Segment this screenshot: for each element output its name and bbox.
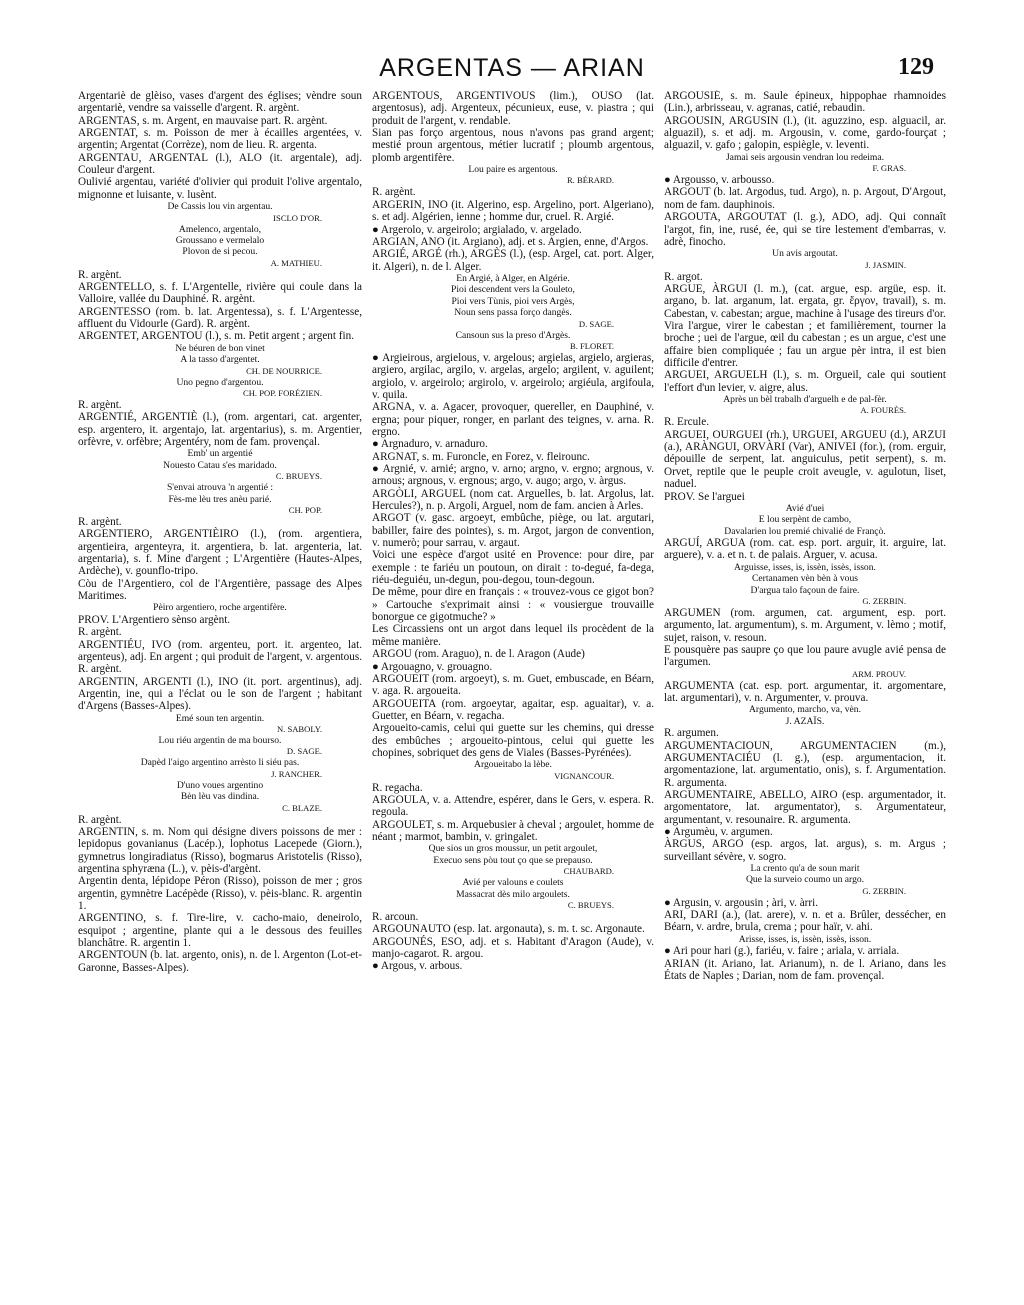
dictionary-entry: ARGOULET, s. m. Arquebusier à cheval ; argoulet, homme de néant ; marmot, bambin, v. gringalet.	[372, 818, 654, 844]
dictionary-entry: ● Argnaduro, v. arnaduro.	[372, 438, 488, 451]
citation-source: N. SABOLY.	[276, 723, 322, 734]
citation-source: B. FLORET.	[569, 340, 614, 351]
dictionary-entry: ARGOUNÉS, ESO, adj. et s. Habitant d'Aragon (Aude), v. manjo-cagarot. R. argou.	[372, 935, 654, 961]
citation-source: CH. POP.	[288, 505, 322, 515]
citation-line: Cansoun sus la preso d'Argès.	[455, 329, 571, 341]
dictionary-entry: Vira l'argue, virer le cabestan ; et familièrement, tourner la broche ; uei de l'argue, œil du cabestan ; es un argue, c'est une affaire bien compliquée ; fau un argue pèr intra, il est bien difficile d'entrer.	[664, 319, 946, 369]
dictionary-entry: R. argot.	[664, 270, 703, 283]
dictionary-entry: ARGENTIERO, ARGENTIÈIRO (l.), (rom. argentiera, argentieira, argenteyra, it. argentiera, b. lat. argenteria, lat. argentaria), s. f. Mine d'argent ; L'Argentière (Hautes-Alpes, Ardèche), v. gounflo-tripo.	[78, 528, 362, 578]
citation-line: Massacrat dès milo argoulets.	[456, 888, 570, 900]
dictionary-entry: ARGOUEITA (rom. argoeytar, agaitar, esp. aguaitar), v. a. Guetter, en Béarn, v. regacha.	[372, 697, 654, 722]
citation-source: J. RANCHER.	[271, 768, 322, 779]
dictionary-entry: Argentin denta, lépidope Péron (Risso), poisson de mer ; gros argentin, gymnètre Lacépède (Risso), v. pèis-blanc. R. argentin 1.	[78, 875, 362, 912]
citation-line: Amelenco, argentalo,	[178, 223, 262, 235]
dictionary-entry: ARGIÉ, ARGÉ (rh.), ARGÈS (l.), (esp. Argel, cat. port. Alger, it. Algeri), n. de l. Alger.	[372, 248, 654, 273]
dictionary-entry: R. argènt.	[78, 626, 122, 639]
citation-source: G. ZERBIN.	[862, 595, 906, 606]
dictionary-entry: E pousquère pas saupre ço que lou paure avugle avié pensa de l'argumen.	[664, 644, 946, 669]
dictionary-entry: ARGENTAT, s. m. Poisson de mer à écailles argentées, v. argentin; Argentat (Corrèze), nom de lieu. R. argenta.	[78, 127, 362, 152]
dictionary-entry: ARGENTOUS, ARGENTIVOUS (lim.), OUSO (lat. argentosus), adj. Argenteux, pécunieux, euse, v. piastra ; qui produit de l'argent, v. rendable.	[372, 90, 654, 127]
citation-line: D'uno voues argentino	[176, 779, 264, 791]
citation-line: Argoueitabo la lèbe.	[474, 759, 552, 771]
citation-line: Groussano e vermelalo	[175, 234, 265, 246]
dictionary-entry: ARGUEI, OURGUEI (rh.), URGUEI, ARGUEU (d.), ARZUI (a.), ARÀNGUI, ORVÀRI (Var), ANIVEI (for.), (rom. erguir, dépouille de serpent, lat. anguiculus, petit serpent), s. m. Orvet, reptile que le peuple croit aveugle, v. agulotun, liset, naduel.	[664, 428, 946, 491]
citation-line: Noun sens passa forço dangès.	[454, 307, 572, 319]
dictionary-entry: ● Ari pour hari (g.), fariéu, v. faire ; ariala, v. arriala.	[664, 945, 900, 958]
citation-line: En Argié, à Alger, en Algérie.	[456, 272, 570, 284]
dictionary-entry: Voici une espèce d'argot usité en Provence: pour dire, par exemple : te fariéu un poutoun, on dirait : to-degué, fa-dega, riéu-deguiéu, un-degun, pou-degou, toun-degoun.	[372, 549, 654, 587]
column-right	[664, 90, 946, 1283]
dictionary-entry: ARGENTELLO, s. f. L'Argentelle, rivière qui coule dans la Valloire, vallée du Dauphiné. R. argènt.	[78, 281, 362, 306]
dictionary-entry: ARI, DARI (a.), (lat. arere), v. n. et a. Brûler, dessécher, en Béarn, v. ardre, brula, crema ; pour haïr, v. ahi.	[664, 909, 946, 934]
dictionary-entry: De même, pour dire en français : « trouvez-vous ce gigot bon? » Cartouche s'exprimait ainsi : « vousiergue trouvaille bonorgue ce gigotmuche? »	[372, 586, 654, 624]
dictionary-entry: ARGOUEIT (rom. argoeyt), s. m. Guet, embuscade, en Béarn, v. aga. R. argoueita.	[372, 672, 654, 698]
dictionary-entry: ARGENTOUN (b. lat. argento, onis), n. de l. Argenton (Lot-et-Garonne, Basses-Alpes).	[78, 949, 362, 974]
citation-line: Ne béuren de bon vinet	[175, 342, 265, 354]
dictionary-entry: ARGENTINO, s. f. Tire-lire, v. cacho-maio, deneirolo, esquipot ; argentine, plante qui a le dessous des feuilles blanchâtre. R. argentin 1.	[78, 912, 362, 950]
dictionary-entry: R. regacha.	[372, 781, 423, 794]
dictionary-entry: R. argènt.	[372, 186, 416, 199]
dictionary-entry: ARGENTESSO (rom. b. lat. Argentessa), s. f. L'Argentesse, affluent du Vidourle (Gard). R. argènt.	[78, 305, 362, 331]
citation-line: A la tasso d'argentet.	[180, 354, 260, 366]
dictionary-entry: Argoueito-camis, celui qui guette sur les chemins, qui dresse des embûches ; argoueito-pintous, celui qui guette les chopines, sobriquet des gens de Viales (Basses-Pyrénées).	[372, 722, 654, 759]
citation-source: F. GRAS.	[872, 163, 906, 174]
dictionary-entry: ARIAN (it. Ariano, lat. Arianum), n. de l. Ariano, dans les États de Naples ; Darian, nom de fam. provençal.	[664, 957, 946, 982]
dictionary-entry: ARGENTAS, s. m. Argent, en mauvaise part. R. argènt.	[78, 114, 328, 127]
dictionary-entry: ● Argumèu, v. argumen.	[664, 825, 773, 838]
citation-line: Emb' un argentié	[187, 448, 253, 460]
dictionary-entry: ARGENTIN, s. m. Nom qui désigne divers poissons de mer : lepidopus govanianus (Lacép.), lophotus Lacepede (Giorn.), gymnetrus longiradiatus (Risso), bogmarus Aristotelis (Risso), argentina sphyræna (L.), v. pèis-d'argènt.	[78, 825, 362, 875]
citation-source: ARM. PROUV.	[851, 668, 906, 679]
dictionary-entry: ARGENTAU, ARGENTAL (l.), ALO (it. argentale), adj. Couleur d'argent.	[78, 151, 362, 177]
citation-source: A. MATHIEU.	[270, 257, 322, 268]
dictionary-entry: ARGUMENTAIRE, ABELLO, AIRO (esp. argumentador, it. argomentatore, lat. argumentator), s. Argumentateur, argumentant, v. resounaire. R. argumenta.	[664, 788, 946, 826]
citation-line: J. AZAÏS.	[785, 715, 825, 727]
page-number: 129	[898, 54, 934, 80]
citation-line: Après un bèl trabalh d'arguelh e de pal-fèr.	[723, 394, 887, 406]
dictionary-entry: ARGNAT, s. m. Furoncle, en Forez, v. fleirounc.	[372, 450, 590, 463]
citation-line: E lou serpènt de cambo,	[758, 514, 852, 526]
dictionary-entry: ÀRGUS, ARGO (esp. argos, lat. argus), s. m. Argus ; surveillant sévère, v. sogro.	[664, 838, 946, 863]
citation-line: Emé soun ten argentin.	[175, 712, 265, 724]
running-title: ARGENTAS — ARIAN	[379, 54, 645, 82]
citation-source: CH. POP. FORÉZIEN.	[242, 388, 322, 398]
dictionary-entry: ARGENTIÉU, IVO (rom. argenteu, port. it. argenteo, lat. argenteus), adj. En argent ; qui produit de l'argent, v. argentous. R. argènt.	[78, 638, 362, 676]
dictionary-entry: R. argènt.	[78, 268, 122, 281]
citation-source: CHAUBARD.	[563, 866, 614, 877]
citation-line: Fès-me lèu tres anèu parié.	[168, 493, 272, 505]
citation-line: La crento qu'a de soun marit	[750, 862, 860, 874]
citation-line: Plovon de si pecou.	[182, 246, 258, 258]
citation-line: Pioi vers Tùnis, pioi vers Argès,	[451, 295, 575, 307]
citation-line: Pioi descendent vers la Gouleto,	[451, 284, 575, 296]
citation-source: CH. DE NOURRICE.	[246, 365, 322, 376]
citation-line: Dapèd l'aigo argentino arrèsto li siéu pas.	[140, 757, 300, 769]
dictionary-entry: Còu de l'Argentiero, col de l'Argentière, passage des Alpes Maritimes.	[78, 577, 362, 603]
dictionary-entry: R. arcoun.	[372, 911, 419, 923]
citation-line: Pèiro argentiero, roche argentifère.	[153, 602, 287, 614]
dictionary-entry: PROV. L'Argentiero sènso argènt.	[78, 613, 231, 626]
dictionary-entry: Oulivié argentau, variété d'olivier qui produit l'olive argentalo, mignonne et luisante, v. lusènt.	[78, 176, 362, 201]
citation-line: Execuo sens pòu tout ço que se prepauso.	[433, 854, 593, 866]
dictionary-entry: ARGENTET, ARGENTOU (l.), s. m. Petit argent ; argent fin.	[78, 330, 355, 343]
citation-line: Avié d'uei	[785, 502, 825, 514]
dictionary-entry: ● Argerolo, v. argeirolo; argialado, v. argelado.	[372, 223, 582, 236]
citation-source: C. BLAZE.	[282, 802, 322, 813]
dictionary-entry: ARGOUSIÉ, s. m. Saule épineux, hippophae rhamnoides (Lin.), arbrisseau, v. agranas, catié, rebaudin.	[664, 90, 946, 115]
dictionary-entry: ARGOULA, v. a. Attendre, espérer, dans le Gers, v. espera. R. regoula.	[372, 794, 654, 819]
dictionary-entry: ● Argousso, v. arbousso.	[664, 174, 775, 187]
citation-line: D'argua talo façoun de faire.	[750, 584, 860, 596]
dictionary-entry: ARGOUNAUTO (esp. lat. argonauta), s. m. t. sc. Argonaute.	[372, 923, 645, 936]
citation-source: VIGNANCOUR.	[554, 770, 614, 781]
citation-line: Un avis argoutat.	[772, 248, 838, 260]
citation-line: S'envai atrouva 'n argentié :	[166, 482, 274, 494]
dictionary-entry: ARGOU (rom. Araguo), n. de l. Aragon (Aude)	[372, 648, 585, 661]
citation-source: D. SAGE.	[286, 746, 322, 757]
citation-line: De Cassis lou vin argentau.	[167, 201, 273, 213]
dictionary-entry: ARGOUT (b. lat. Argodus, tud. Argo), n. p. Argout, D'Argout, nom de fam. dauphinois.	[664, 186, 946, 211]
dictionary-entry: ARGOT (v. gasc. argoeyt, embûche, piège, ou lat. argutari, babiller, faire des pointes), s. m. Argot, jargon de convention, v. numerò; pour sarrau, v. argaut.	[372, 512, 654, 550]
dictionary-entry: ARGIAN, ANO (it. Argiano), adj. et s. Argien, enne, d'Argos.	[372, 235, 649, 248]
dictionary-entry: ● Argnié, v. arnié; argno, v. arno; argno, v. ergno; argnous, v. arnous; argnous, v. ergnous; argo, v. augo; argo, v. àrgus.	[372, 463, 654, 488]
dictionary-entry: ● Argusin, v. argousin ; àri, v. àrri.	[664, 896, 819, 909]
citation-line: Bèn lèu vas dindina.	[180, 791, 260, 803]
dictionary-entry: Sian pas forço argentous, nous n'avons pas grand argent; mestié proun argentous, métier lucratif ; ploumb argentous, plomb argentifère.	[372, 127, 654, 164]
dictionary-entry: ARGERIN, INO (it. Algerino, esp. Argelino, port. Algeriano), s. et adj. Algérien, ienne ; homme dur, cruel. R. Argié.	[372, 198, 654, 224]
citation-source: C. BRUEYS.	[275, 471, 322, 482]
citation-line: Certanamen vèn bèn à vous	[751, 573, 859, 585]
citation-source: G. ZERBIN.	[862, 885, 906, 896]
dictionary-entry: R. Ercule.	[664, 416, 710, 429]
citation-source: C. BRUEYS.	[567, 900, 614, 910]
dictionary-entry: ARGOUTA, ARGOUTAT (l. g.), ADO, adj. Qui connaît l'argot, fin, ine, rusé, ée, qui se tire lestement d'embarras, v. adrè, finocho.	[664, 211, 946, 248]
dictionary-entry: Les Circassiens ont un argot dans lequel ils procèdent de la même manière.	[372, 623, 654, 648]
citation-line: Arguisse, isses, is, issèn, issès, isson.	[734, 561, 876, 573]
citation-source: R. BÉRARD.	[566, 175, 614, 186]
citation-line: Nouesto Catau s'es maridado.	[163, 459, 277, 471]
dictionary-entry: ARGUEI, ARGUELH (l.), s. m. Orgueil, cale qui soutient l'effort d'un levier, v. aigre, alus.	[664, 369, 946, 394]
dictionary-entry: R. argènt.	[78, 516, 122, 528]
dictionary-entry: R. argumen.	[664, 727, 719, 740]
citation-line: Jamai seis argousin vendran lou redeima.	[725, 151, 885, 163]
dictionary-entry: ARGENTIÉ, ARGENTIÈ (l.), (rom. argentari, cat. argenter, esp. argentero, it. argentajo, lat. argentarius), s. m. Argentier, orfèvre, v. orfèbre; Argentéry, nom de fam. provençal.	[78, 411, 362, 449]
dictionary-entry: ARGUMENTACIOUN, ARGUMENTACIEN (m.), ARGUMENTACIÉU (l. g.), (esp. argumentacion, it. argomentazione, lat. argumentatio, onis), s. f. Argumentation. R. argumenta.	[664, 739, 946, 789]
citation-line: Avié per valouns e coulets	[462, 877, 564, 889]
column-middle	[372, 90, 654, 1283]
dictionary-entry: R. argènt.	[78, 399, 122, 411]
citation-line: Argumento, marcho, va, vèn.	[749, 704, 861, 716]
dictionary-entry: PROV. Se l'arguei	[664, 490, 745, 503]
citation-line: Arisse, isses, is, issèn, issès, isson.	[738, 933, 872, 945]
citation-source: J. JASMIN.	[865, 259, 906, 270]
dictionary-entry: R. argènt.	[78, 813, 122, 826]
dictionary-entry: ● Argieirous, argielous, v. argelous; argielas, argielo, argieras, argiero, argilac, argilo, v. argelas, argelo; argilent, v. aguilent; argiolo, v. argeirolo; argirolo, v. argeirolo; argiéula, argifoula, v. quila.	[372, 351, 654, 401]
dictionary-entry: ● Argous, v. arbous.	[372, 960, 463, 973]
dictionary-entry: ARGOUSIN, ARGUSIN (l.), (it. aguzzino, esp. alguacil, ar. alguazil), s. et adj. m. Argousin, v. come, gardo-fourçat ; alguazil, v. gafo ; galopin, espiègle, v. leventi.	[664, 114, 946, 152]
dictionary-entry: ARGÒLI, ARGUEL (nom cat. Arguelles, b. lat. Argolus, lat. Hercules?), n. p. Argoli, Arguel, nom de fam. ancien à Arles.	[372, 487, 654, 513]
citation-line: Davalarien lou premié chivalié de Françò.	[724, 525, 886, 537]
citation-line: Lou riéu argentin de ma bourso.	[158, 734, 282, 746]
dictionary-entry: ● Argouagno, v. grouagno.	[372, 660, 493, 673]
citation-source: A. FOURÈS.	[860, 405, 906, 416]
citation-line: Lou paire es argentous.	[468, 164, 558, 176]
dictionary-entry: ARGUE, ÀRGUI (l. m.), (cat. argue, esp. argüe, esp. it. argano, b. lat. arganum, lat. ergata, gr. ἔργον, travail), s. m. Cabestan, v. cabestan; argue, machine à l'usage des tireurs d'or.	[664, 282, 946, 320]
dictionary-entry: Argentariè de glèiso, vases d'argent des églises; vèndre soun argentariè, vendre sa vaisselle d'argent. R. argènt.	[78, 90, 362, 115]
citation-line: Uno pegno d'argentou.	[176, 376, 264, 388]
citation-source: ISCLO D'OR.	[273, 212, 322, 223]
citation-source: D. SAGE.	[578, 318, 614, 329]
dictionary-entry: ARGUÍ, ARGUA (rom. cat. esp. port. arguir, it. arguire, lat. arguere), v. a. et n. t. de palais. Arguer, v. acusa.	[664, 537, 946, 562]
citation-line: Que la surveio coumo un argo.	[745, 874, 865, 886]
citation-line: Que sios un gros moussur, un petit argoulet,	[428, 843, 598, 855]
column-left	[78, 90, 362, 1283]
dictionary-entry: ARGENTIN, ARGENTI (l.), INO (it. port. argentinus), adj. Argentin, ine, qui a l'éclat ou le son de l'argent ; habitant d'Argens (Basses-Alpes).	[78, 675, 362, 713]
dictionary-entry: ARGUMENTA (cat. esp. port. argumentar, it. argomentare, lat. argumentari), v. n. Argumenter, v. prouva.	[664, 679, 946, 705]
page-header	[0, 52, 1024, 92]
dictionary-entry: ARGNA, v. a. Agacer, provoquer, quereller, en Dauphiné, v. ergna; pour piquer, ronger, en parlant des teignes, v. arna. R. ergno.	[372, 401, 654, 438]
dictionary-entry: ARGUMEN (rom. argumen, cat. argument, esp. port. argumento, lat. argumentum), s. m. Argument, v. lèmo ; motif, sujet, raison, v. resoun.	[664, 606, 946, 644]
